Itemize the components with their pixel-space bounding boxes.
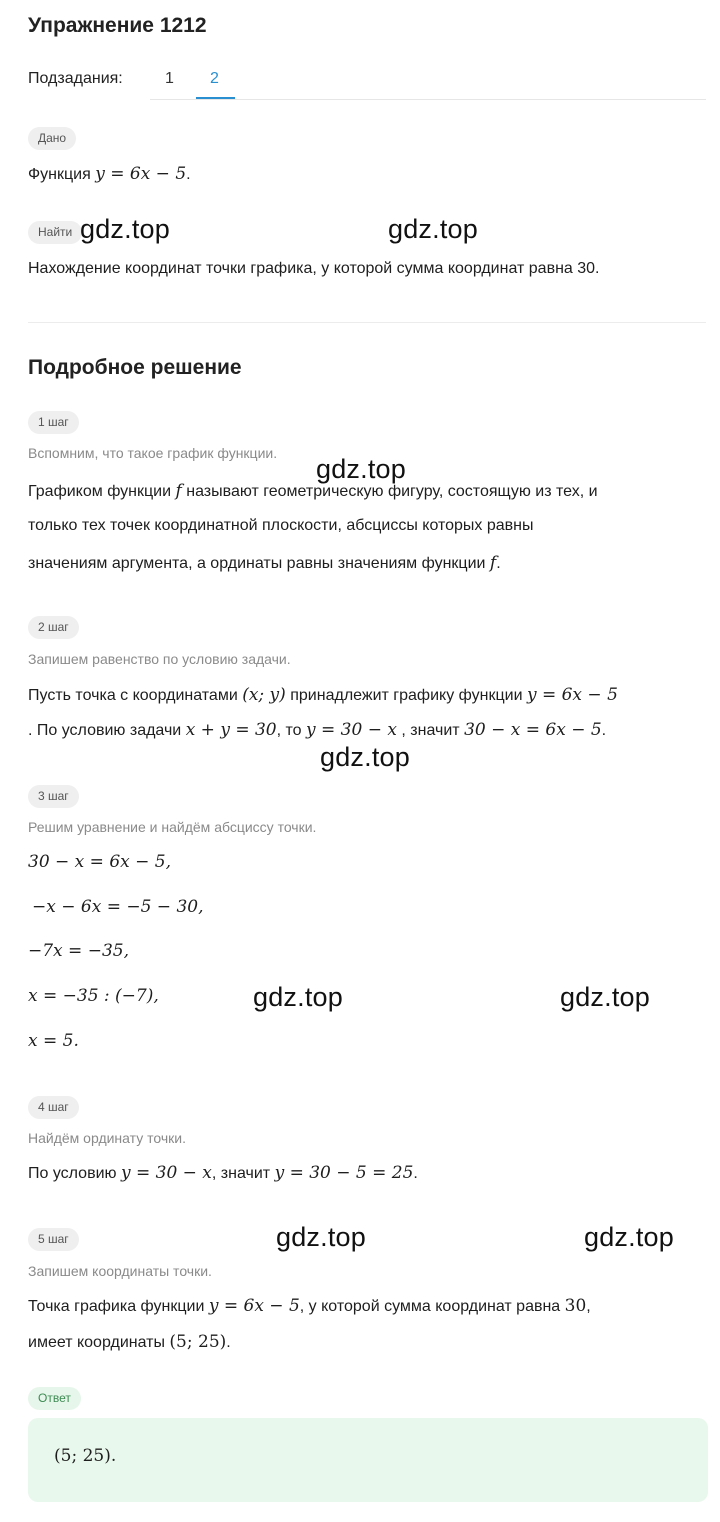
- active-tab-indicator: [196, 97, 235, 99]
- step-4-text-b: , значит: [211, 1165, 275, 1182]
- step-2-line-2: [28, 720, 606, 740]
- step-5-badge: 5 шаг: [28, 1228, 79, 1251]
- step-5-number: 30: [564, 1296, 587, 1316]
- tab-subtask-1[interactable]: 1: [165, 70, 174, 87]
- step-2-badge: 2 шаг: [28, 616, 79, 639]
- tabs-divider: [150, 99, 706, 100]
- step-2-eq-y: y = 30 − x: [306, 720, 397, 740]
- step-1-text-c: значениям аргумента, а ординаты равны значениям функции: [28, 555, 490, 572]
- step-1-badge: 1 шаг: [28, 411, 79, 434]
- given-text: [28, 164, 191, 184]
- step-5-text-b: , у которой сумма координат равна: [299, 1298, 565, 1315]
- step-1-text-d: .: [496, 555, 501, 572]
- step-2-text-f: .: [601, 722, 607, 739]
- step-5-hint: Запишем координаты точки.: [28, 1263, 212, 1279]
- step-1-line-2: только тех точек координатной плоскости, абсциссы которых равны: [28, 517, 534, 534]
- watermark: gdz.top: [584, 1222, 674, 1252]
- watermark: gdz.top: [560, 982, 650, 1012]
- step-4-text-a: По условию: [28, 1165, 121, 1182]
- step-2-text-e: , значит: [396, 722, 465, 739]
- step-3-eq-5: x = 5.: [28, 1031, 79, 1051]
- step-4-hint: Найдём ординату точки.: [28, 1130, 186, 1146]
- given-formula: y = 6x − 5: [95, 164, 187, 184]
- step-5-line-2: [28, 1332, 231, 1352]
- step-2-function: y = 6x − 5: [526, 685, 618, 705]
- solution-title: Подробное решение: [28, 356, 242, 379]
- step-5-text-e: .: [226, 1334, 231, 1351]
- step-5-text-c: ,: [586, 1298, 591, 1315]
- step-4-badge: 4 шаг: [28, 1096, 79, 1119]
- step-1-line-1: [28, 481, 598, 501]
- step-2-text-a: Пусть точка с координатами: [28, 687, 243, 704]
- given-prefix: Функция: [28, 166, 96, 183]
- answer-badge: Ответ: [28, 1387, 81, 1410]
- given-suffix: .: [186, 166, 191, 183]
- step-1-line-3: [28, 553, 501, 573]
- step-4-eq-1: y = 30 − x: [120, 1163, 212, 1183]
- step-1-text-a: Графиком функции: [28, 483, 176, 500]
- given-badge: Дано: [28, 127, 76, 150]
- step-4-line-1: [28, 1163, 418, 1183]
- watermark: gdz.top: [388, 214, 478, 244]
- page-title: Упражнение 1212: [28, 14, 207, 37]
- subtasks-label: Подзадания:: [28, 70, 123, 87]
- step-4-text-c: .: [413, 1165, 418, 1182]
- step-2-eq-main: 30 − x = 6x − 5: [464, 720, 602, 740]
- step-5-coords: (5; 25): [169, 1332, 227, 1352]
- find-badge: Найти: [28, 221, 82, 244]
- find-text: Нахождение координат точки графика, у которой сумма координат равна 30.: [28, 260, 600, 277]
- step-2-eq-sum: x + y = 30: [185, 720, 277, 740]
- step-2-line-1: [28, 685, 618, 705]
- watermark: gdz.top: [276, 1222, 366, 1252]
- answer-box: [28, 1418, 708, 1502]
- step-3-eq-2: −x − 6x = −5 − 30,: [32, 897, 204, 917]
- step-1-hint: Вспомним, что такое график функции.: [28, 445, 278, 461]
- step-3-badge: 3 шаг: [28, 785, 79, 808]
- tab-subtask-2[interactable]: 2: [210, 70, 219, 87]
- step-3-eq-3: −7x = −35,: [28, 941, 129, 961]
- watermark: gdz.top: [80, 214, 170, 244]
- step-1-f: f: [175, 481, 182, 501]
- step-1-text-b: называют геометрическую фигуру, состоящую из тех, и: [181, 483, 598, 500]
- step-4-eq-2: y = 30 − 5 = 25: [274, 1163, 414, 1183]
- answer-value: (5; 25).: [54, 1446, 117, 1466]
- step-1-f2: f: [489, 553, 497, 573]
- step-2-hint: Запишем равенство по условию задачи.: [28, 651, 291, 667]
- step-3-eq-4: x = −35 : (−7),: [28, 986, 159, 1006]
- step-2-point: (x; y): [242, 685, 286, 705]
- step-3-hint: Решим уравнение и найдём абсциссу точки.: [28, 819, 317, 835]
- step-3-eq-1: 30 − x = 6x − 5,: [28, 852, 171, 872]
- step-5-line-1: [28, 1296, 591, 1316]
- step-2-text-c: . По условию задачи: [28, 722, 186, 739]
- step-5-function: y = 6x − 5: [208, 1296, 300, 1316]
- step-5-text-d: имеет координаты: [28, 1334, 170, 1351]
- watermark: gdz.top: [316, 454, 406, 484]
- step-5-text-a: Точка графика функции: [28, 1298, 209, 1315]
- step-2-text-b: принадлежит графику функции: [285, 687, 527, 704]
- watermark: gdz.top: [253, 982, 343, 1012]
- section-divider: [28, 322, 706, 323]
- watermark: gdz.top: [320, 742, 410, 772]
- step-2-text-d: , то: [276, 722, 307, 739]
